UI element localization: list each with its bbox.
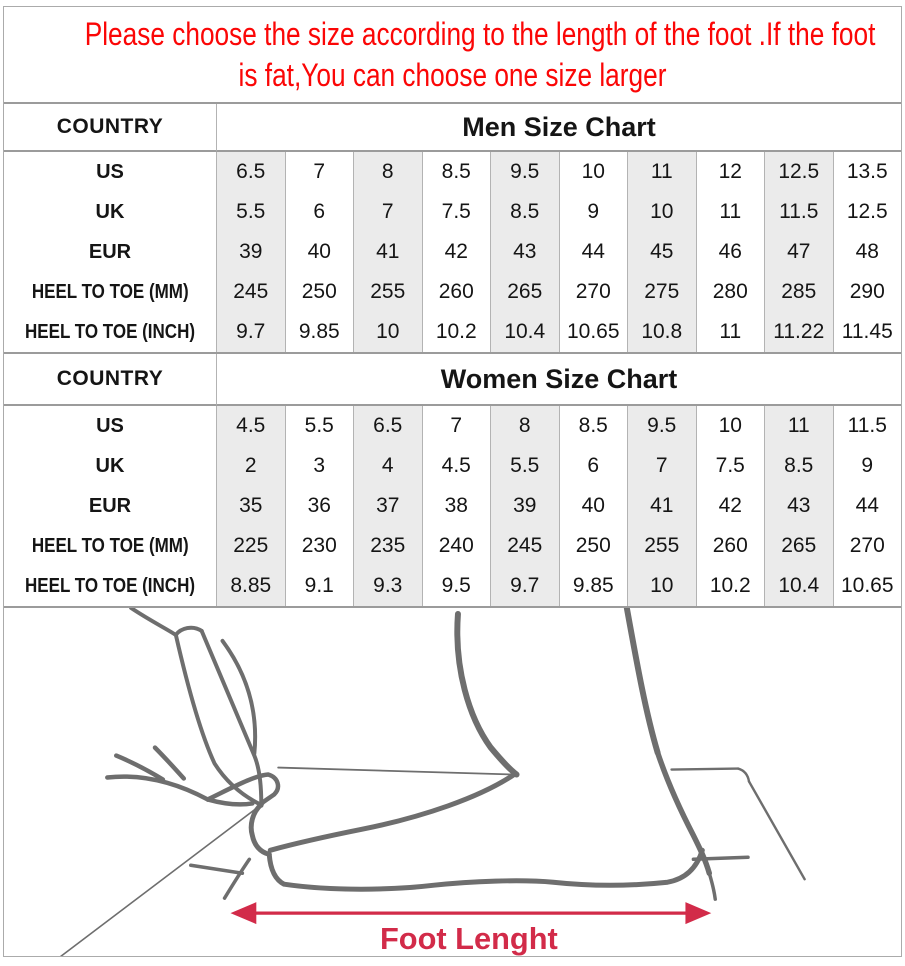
size-value-cell-text: 8.5 [784,454,814,477]
row-label-men-0-text: US [96,160,124,183]
size-value-cell [833,566,902,606]
size-value-cell-text: 10.2 [435,320,477,343]
arrowhead-left-icon [230,902,256,924]
size-value-cell-text: 9.7 [510,574,540,597]
size-value-cell [490,446,559,486]
size-value-cell [285,446,354,486]
size-value-cell-text: 10 [650,200,674,223]
size-value-cell-text: 7 [313,160,326,183]
size-value-cell-text: 285 [781,280,817,303]
size-value-cell-text: 265 [507,280,543,303]
size-value-cell-text: 10 [581,160,605,183]
row-label-men-1 [4,192,216,232]
row-label-men-3-text: HEEL TO TOE (MM) [31,280,189,303]
pencil-sketch [131,608,261,804]
size-value-cell-text: 9.85 [572,574,614,597]
country-header-cell-women [4,354,216,406]
size-value-cell-text: 38 [444,494,468,517]
size-value-cell [559,272,628,312]
size-value-cell-text: 13.5 [846,160,888,183]
size-value-cell-text: 2 [244,454,257,477]
size-value-cell-text: 5.5 [304,414,334,437]
size-value-cell-text: 45 [650,240,674,263]
row-label-women-0-text: US [96,414,124,437]
size-value-cell-text: 42 [444,240,468,263]
size-value-cell-text: 8.5 [578,414,608,437]
size-value-cell-text: 7 [381,200,394,223]
foot-outline-sketch [191,608,748,899]
size-value-cell-text: 47 [787,240,811,263]
size-value-cell [490,486,559,526]
size-value-cell [833,272,902,312]
size-value-cell-text: 48 [855,240,879,263]
size-value-cell [216,232,285,272]
size-value-cell-text: 44 [855,494,879,517]
size-value-cell [216,486,285,526]
size-value-cell [285,486,354,526]
size-value-cell [353,526,422,566]
row-label-men-3 [4,272,216,312]
size-value-cell-text: 10 [718,414,742,437]
size-value-cell-text: 8 [381,160,394,183]
size-value-cell [353,232,422,272]
size-value-cell-text: 9.5 [441,574,471,597]
size-value-cell [422,406,491,446]
size-value-cell [216,406,285,446]
size-value-cell [559,232,628,272]
size-value-cell [422,312,491,352]
size-value-cell [559,526,628,566]
row-label-women-1 [4,446,216,486]
size-table-women [4,354,901,608]
size-value-cell-text: 9.7 [236,320,266,343]
size-value-cell [627,446,696,486]
row-label-men-2-text: EUR [88,240,132,263]
size-value-cell-text: 5.5 [510,454,540,477]
foot-measure-diagram [4,608,901,957]
size-value-cell [559,446,628,486]
size-value-cell-text: 9 [587,200,600,223]
size-value-cell-text: 3 [313,454,326,477]
size-value-cell [764,272,833,312]
country-header-cell-men-text: COUNTRY [56,115,164,138]
row-label-women-0 [4,406,216,446]
size-value-cell-text: 5.5 [236,200,266,223]
size-value-cell-text: 7 [655,454,668,477]
size-value-cell-text: 9.3 [373,574,403,597]
size-value-cell [833,486,902,526]
size-value-cell [627,486,696,526]
table-title-men-text: Men Size Chart [462,111,656,142]
size-value-cell [559,192,628,232]
size-value-cell [285,566,354,606]
size-value-cell-text: 10.4 [504,320,546,343]
foot-length-label: Foot Lenght [379,920,558,957]
size-value-cell [764,232,833,272]
sizing-notice [4,7,901,104]
size-value-cell-text: 39 [239,240,263,263]
size-value-cell-text: 8.5 [510,200,540,223]
size-value-cell-text: 8.85 [230,574,272,597]
size-value-cell [627,566,696,606]
size-value-cell-text: 245 [507,534,543,557]
floor-line-sketch [59,805,261,957]
size-value-cell-text: 9 [861,454,874,477]
size-value-cell-text: 4 [381,454,394,477]
size-value-cell [696,312,765,352]
size-tables [4,104,901,608]
size-table-men [4,104,901,354]
size-value-cell-text: 230 [301,534,337,557]
arrowhead-right-icon [685,902,711,924]
size-value-cell-text: 260 [438,280,474,303]
row-label-women-3 [4,526,216,566]
row-label-men-4 [4,312,216,352]
size-value-cell [627,312,696,352]
size-value-cell-text: 42 [718,494,742,517]
size-value-cell [559,486,628,526]
table-title-women [216,354,901,406]
size-value-cell [627,152,696,192]
size-value-cell-text: 275 [644,280,680,303]
size-value-cell [833,152,902,192]
size-value-cell [285,232,354,272]
size-value-cell-text: 11.22 [773,320,825,343]
size-value-cell-text: 41 [376,240,400,263]
size-value-cell-text: 4.5 [236,414,266,437]
size-value-cell [627,272,696,312]
size-value-cell [764,152,833,192]
size-value-cell-text: 280 [712,280,748,303]
size-value-cell-text: 11.45 [841,320,893,343]
row-label-women-4 [4,566,216,606]
size-value-cell-text: 40 [307,240,331,263]
size-value-cell-text: 10.65 [840,574,894,597]
size-value-cell-text: 7.5 [715,454,745,477]
size-value-cell [696,152,765,192]
size-value-cell [696,406,765,446]
size-value-cell-text: 11 [719,200,742,223]
size-value-cell-text: 240 [438,534,474,557]
size-value-cell-text: 12 [718,160,742,183]
size-value-cell [353,446,422,486]
size-value-cell [490,232,559,272]
size-value-cell [285,272,354,312]
size-value-cell [353,192,422,232]
size-value-cell-text: 12.5 [778,160,820,183]
size-value-cell [764,486,833,526]
size-value-cell-text: 8 [518,414,531,437]
size-value-cell-text: 235 [370,534,406,557]
size-value-cell-text: 6 [587,454,600,477]
size-value-cell [696,446,765,486]
size-value-cell [833,232,902,272]
size-value-cell-text: 35 [239,494,263,517]
size-value-cell-text: 245 [233,280,269,303]
row-label-men-2 [4,232,216,272]
size-value-cell [696,566,765,606]
size-value-cell-text: 11 [787,414,810,437]
size-value-cell [764,406,833,446]
size-value-cell [285,406,354,446]
size-value-cell-text: 9.5 [647,414,677,437]
size-value-cell-text: 37 [376,494,400,517]
size-value-cell [353,566,422,606]
size-value-cell [285,192,354,232]
size-chart-sheet [3,6,902,957]
size-value-cell [490,152,559,192]
size-value-cell [422,152,491,192]
size-value-cell-text: 225 [233,534,269,557]
size-value-cell-text: 11 [650,160,673,183]
row-label-women-2 [4,486,216,526]
size-value-cell-text: 265 [781,534,817,557]
row-label-women-4-text: HEEL TO TOE (INCH) [24,574,196,597]
size-value-cell [422,526,491,566]
size-value-cell [422,486,491,526]
size-value-cell [216,312,285,352]
size-value-cell [422,232,491,272]
size-value-cell-text: 10.8 [641,320,683,343]
size-value-cell-text: 10.2 [709,574,751,597]
size-value-cell [764,526,833,566]
size-value-cell [696,486,765,526]
size-value-cell [764,192,833,232]
size-value-cell-text: 7 [450,414,463,437]
size-value-cell [285,152,354,192]
size-value-cell [353,406,422,446]
size-value-cell [490,192,559,232]
size-value-cell [422,446,491,486]
size-value-cell-text: 290 [849,280,885,303]
size-value-cell-text: 41 [650,494,674,517]
size-value-cell [627,232,696,272]
size-value-cell [353,272,422,312]
size-value-cell-text: 40 [581,494,605,517]
country-header-cell-men [4,104,216,152]
row-label-women-2-text: EUR [88,494,132,517]
size-value-cell [764,312,833,352]
size-value-cell-text: 4.5 [441,454,471,477]
size-value-cell [559,406,628,446]
size-value-cell [216,526,285,566]
size-value-cell-text: 12.5 [846,200,888,223]
size-value-cell [559,566,628,606]
size-value-cell-text: 6 [313,200,326,223]
size-value-cell-text: 270 [849,534,885,557]
size-value-cell [216,446,285,486]
wall-line-sketch [672,769,805,880]
measure-arrow [230,902,711,956]
size-value-cell-text: 9.1 [304,574,334,597]
row-label-men-1-text: UK [95,200,125,223]
row-label-men-0 [4,152,216,192]
size-value-cell-text: 9.5 [510,160,540,183]
size-value-cell-text: 250 [301,280,337,303]
size-value-cell-text: 6.5 [373,414,403,437]
table-title-women-text: Women Size Chart [440,363,678,394]
row-label-women-3-text: HEEL TO TOE (MM) [31,534,189,557]
foot-sketch [4,608,901,957]
size-value-cell [833,192,902,232]
size-value-cell [490,312,559,352]
size-value-cell [353,312,422,352]
size-value-cell [490,526,559,566]
row-label-men-4-text: HEEL TO TOE (INCH) [24,320,196,343]
size-value-cell [422,192,491,232]
size-value-cell-text: 46 [718,240,742,263]
size-value-cell-text: 260 [712,534,748,557]
size-value-cell [833,446,902,486]
size-value-cell [833,526,902,566]
size-value-cell [490,566,559,606]
size-value-cell-text: 11.5 [779,200,819,223]
size-value-cell [696,272,765,312]
size-value-cell-text: 10.4 [778,574,820,597]
size-value-cell [216,192,285,232]
size-value-cell [764,566,833,606]
size-value-cell-text: 8.5 [441,160,471,183]
size-value-cell-text: 7.5 [441,200,471,223]
notice-line-2: is fat,You can choose one size larger [238,56,667,93]
size-value-cell [490,406,559,446]
size-value-cell [627,192,696,232]
size-value-cell-text: 39 [513,494,537,517]
size-value-cell [833,312,902,352]
size-value-cell-text: 270 [575,280,611,303]
size-value-cell [490,272,559,312]
size-value-cell [627,406,696,446]
size-value-cell [559,152,628,192]
size-value-cell-text: 6.5 [236,160,266,183]
size-value-cell [285,526,354,566]
size-value-cell [833,406,902,446]
size-value-cell [216,152,285,192]
hand-sketch [107,748,278,806]
size-value-cell [696,192,765,232]
size-value-cell-text: 250 [575,534,611,557]
size-value-cell-text: 43 [787,494,811,517]
size-value-cell-text: 10.65 [566,320,620,343]
size-value-cell-text: 44 [581,240,605,263]
notice-line-1: Please choose the size according to the length of the foot .If the foot [84,15,876,52]
size-value-cell-text: 10 [650,574,674,597]
size-value-cell [285,312,354,352]
size-value-cell-text: 43 [513,240,537,263]
size-value-cell [216,272,285,312]
size-value-cell [559,312,628,352]
country-header-cell-women-text: COUNTRY [56,367,164,390]
size-value-cell [422,566,491,606]
size-value-cell-text: 11 [719,320,742,343]
size-value-cell [353,486,422,526]
size-value-cell-text: 9.85 [298,320,340,343]
size-value-cell-text: 11.5 [847,414,887,437]
size-value-cell-text: 255 [644,534,680,557]
row-label-women-1-text: UK [95,454,125,477]
size-value-cell [353,152,422,192]
size-value-cell [696,232,765,272]
size-value-cell [216,566,285,606]
table-title-men [216,104,901,152]
size-value-cell [627,526,696,566]
size-value-cell-text: 10 [376,320,400,343]
size-value-cell [764,446,833,486]
size-value-cell [422,272,491,312]
size-value-cell-text: 36 [307,494,331,517]
size-value-cell-text: 255 [370,280,406,303]
size-value-cell [696,526,765,566]
